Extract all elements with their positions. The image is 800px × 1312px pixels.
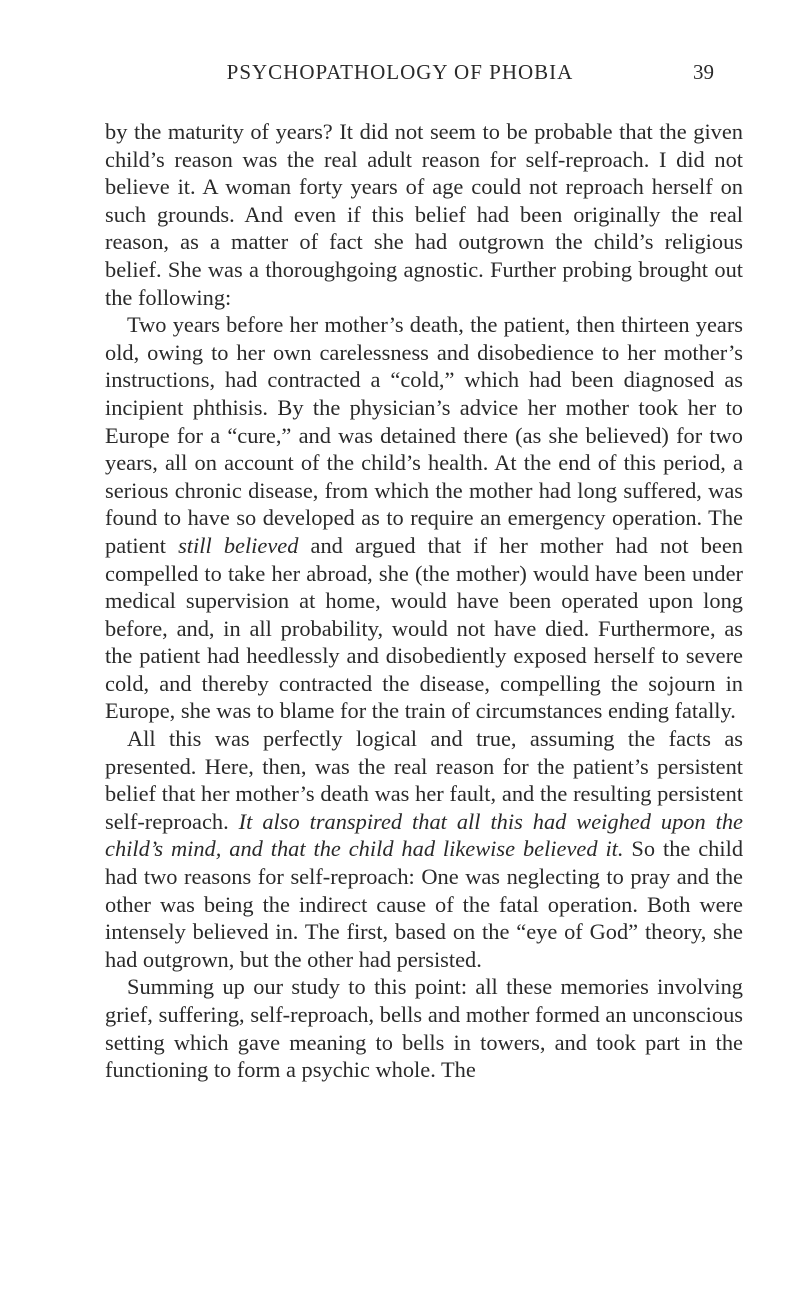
paragraph-3-text: All this was perfectly logical and true, assuming the facts as presented. Here, then, was the real reason for the patient’s persistent belief that her mother’s death was her fault, and the resulting persistent self-reproach. bbox=[105, 726, 743, 834]
paragraph-4-text: Summing up our study to this point: all these memories involving grief, suffering, self-reproach, bells and mother formed an unconscious setting which gave meaning to bells in towers, and took part in the functioning to form a psychic whole. The bbox=[105, 974, 743, 1083]
paragraph-2-text: Two years before her mother’s death, the patient, then thirteen years old, owing to her own carelessness and disobedience to her mother’s instructions, had contracted a “cold,” which had been diagnosed as incipient phthisis. By the physician’s advice her mother took her to Europe for a “cure,” and was detained there (as she believed) for two years, all on account of the child’s health. At the end of this period, a serious chronic disease, from which the mother had long suffered, was found to have so developed as to require an emergency operation. The patient bbox=[105, 312, 743, 558]
paragraph-3 bbox=[105, 725, 743, 973]
paragraph-2 bbox=[105, 311, 743, 725]
paragraph-2-text-continued: and argued that if her mother had not been compelled to take her abroad, she (the mother) would have been under medical supervision at home, would have been operated upon long before, and, in all probability, would not have died. Furthermore, as the patient had heedlessly and disobediently exposed herself to severe cold, and thereby contracted the disease, compelling the sojourn in Europe, she was to blame for the train of circumstances ending fatally. bbox=[105, 532, 743, 724]
paragraph-2-emphasis: still believed bbox=[178, 532, 299, 558]
paragraph-3-emphasis: It also transpired that all this had weighed upon the child’s mind, and that the child had likewise believed it. bbox=[105, 808, 743, 862]
page-number: 39 bbox=[693, 60, 714, 84]
paragraph-3-text-continued: So the child had two reasons for self-reproach: One was neglecting to pray and the other was being the indirect cause of the fatal operation. Both were intensely believed in. The first, based on the “eye of God” theory, she had outgrown, but the other had persisted. bbox=[105, 836, 744, 972]
running-head bbox=[0, 60, 800, 90]
body-text bbox=[105, 118, 743, 1084]
paragraph-1-text: by the maturity of years? It did not seem to be probable that the given child’s reason was the real adult reason for self-reproach. I did not believe it. A woman forty years of age could not reproach herself on such grounds. And even if this belief had been originally the real reason, as a matter of fact she had outgrown the child’s religious belief. She was a thoroughgoing agnostic. Further probing brought out the following: bbox=[105, 119, 743, 310]
running-title: PSYCHOPATHOLOGY OF PHOBIA bbox=[226, 60, 574, 84]
paragraph-1 bbox=[105, 118, 743, 311]
paragraph-4 bbox=[105, 973, 743, 1083]
